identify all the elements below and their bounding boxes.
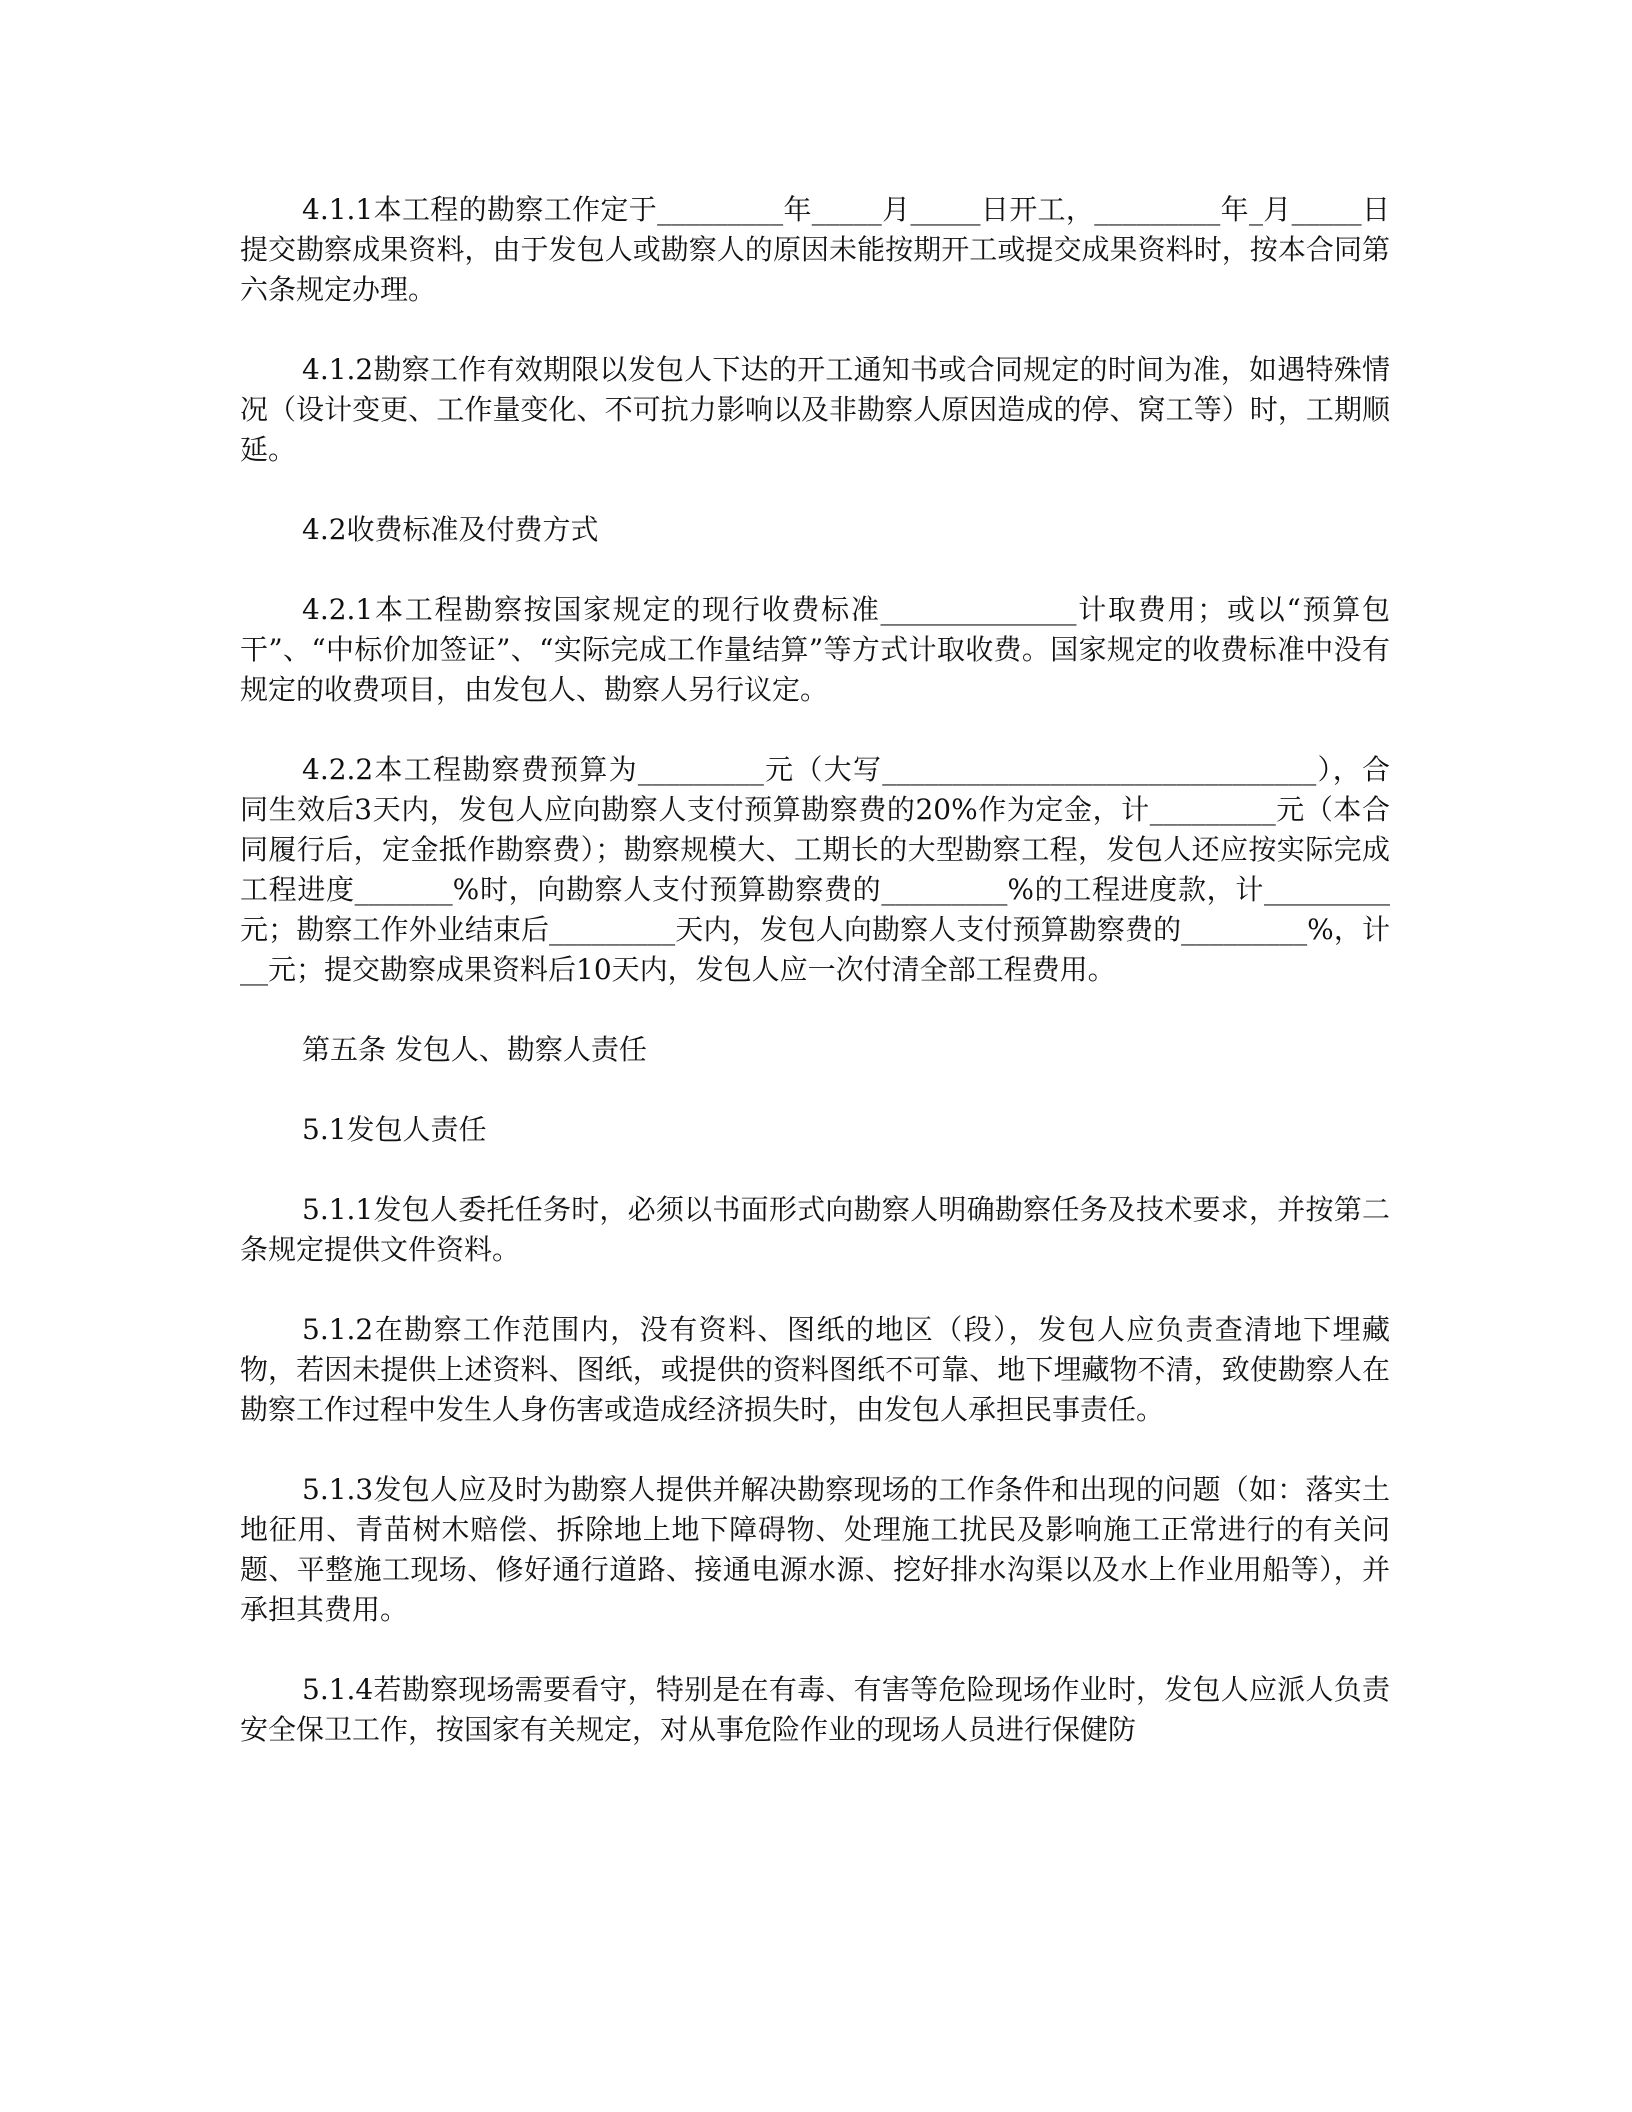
- paragraph-5-1-1: 5.1.1发包人委托任务时，必须以书面形式向勘察人明确勘察任务及技术要求，并按第二条规定提供文件资料。: [240, 1193, 1390, 1266]
- document-page: [240, 190, 1390, 1790]
- paragraph-4-1-1: 4.1.1本工程的勘察工作定于_________年_____月_____日开工，_________年_月_____日提交勘察成果资料，由于发包人或勘察人的原因未能按期开工或提交成果资料时，按本合同第六条规定办理。: [240, 193, 1390, 306]
- paragraph-4-2-2: 4.2.2本工程勘察费预算为_________元（大写_______________________________），合同生效后3天内，发包人应向勘察人支付预算勘察费的20%作为定金，计_________元（本合同履行后，定金抵作勘察费）；勘察规模大、工期长的大型勘察工程，发包人还应按实际完成工程进度_______%时，向勘察人支付预算勘察费的_________%的工程进度款，计_________元；勘察工作外业结束后_________天内，发包人向勘察人支付预算勘察费的_________%，计__元；提交勘察成果资料后10天内，发包人应一次付清全部工程费用。: [240, 753, 1390, 986]
- heading-article-5: 第五条 发包人、勘察人责任: [302, 1033, 647, 1066]
- paragraph-4-1-2: 4.1.2勘察工作有效期限以发包人下达的开工通知书或合同规定的时间为准，如遇特殊情况（设计变更、工作量变化、不可抗力影响以及非勘察人原因造成的停、窝工等）时，工期顺延。: [240, 353, 1390, 466]
- paragraph-5-1-4: 5.1.4若勘察现场需要看守，特别是在有毒、有害等危险现场作业时，发包人应派人负责安全保卫工作，按国家有关规定，对从事危险作业的现场人员进行保健防: [240, 1673, 1390, 1746]
- heading-4-2: 4.2收费标准及付费方式: [302, 513, 599, 546]
- paragraph-5-1-3: 5.1.3发包人应及时为勘察人提供并解决勘察现场的工作条件和出现的问题（如：落实土地征用、青苗树木赔偿、拆除地上地下障碍物、处理施工扰民及影响施工正常进行的有关问题、平整施工现场、修好通行道路、接通电源水源、挖好排水沟渠以及水上作业用船等），并承担其费用。: [240, 1473, 1390, 1626]
- paragraph-4-2-1: 4.2.1本工程勘察按国家规定的现行收费标准______________计取费用；或以“预算包干”、“中标价加签证”、“实际完成工作量结算”等方式计取收费。国家规定的收费标准中没有规定的收费项目，由发包人、勘察人另行议定。: [240, 593, 1390, 706]
- paragraph-5-1-2: 5.1.2在勘察工作范围内，没有资料、图纸的地区（段），发包人应负责查清地下埋藏物，若因未提供上述资料、图纸，或提供的资料图纸不可靠、地下埋藏物不清，致使勘察人在勘察工作过程中发生人身伤害或造成经济损失时，由发包人承担民事责任。: [240, 1313, 1390, 1426]
- heading-5-1: 5.1发包人责任: [302, 1113, 487, 1146]
